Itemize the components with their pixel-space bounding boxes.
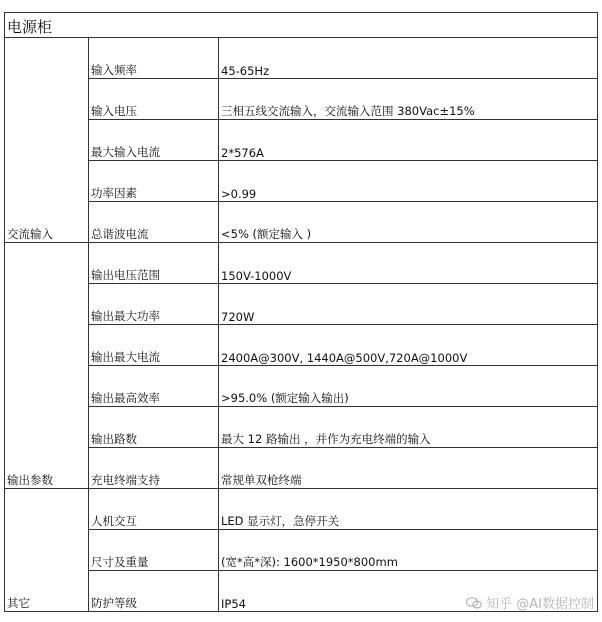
param-name-cell: 输出最高效率 [89, 366, 219, 407]
category-cell: 其它 [5, 489, 89, 612]
param-name-cell: 输出最大电流 [89, 325, 219, 366]
param-name-cell: 输出最大功率 [89, 284, 219, 325]
param-name-cell: 输出路数 [89, 407, 219, 448]
table-row [5, 366, 598, 407]
param-name-cell: 人机交互 [89, 489, 219, 530]
param-value-cell: <5% (额定输入 ) [219, 202, 598, 243]
param-name-cell: 尺寸及重量 [89, 530, 219, 571]
param-name-cell: 输入电压 [89, 79, 219, 120]
param-name-cell: 输出电压范围 [89, 243, 219, 284]
table-title: 电源柜 [5, 13, 598, 38]
wechat-icon [466, 597, 482, 609]
param-value-cell: >95.0% (额定输入输出) [219, 366, 598, 407]
table-row [5, 79, 598, 120]
param-name-cell: 总谐波电流 [89, 202, 219, 243]
param-name-cell: 最大输入电流 [89, 120, 219, 161]
param-value-cell: 2*576A [219, 120, 598, 161]
param-value-cell: IP54 [219, 571, 598, 612]
table-row [5, 120, 598, 161]
table-row [5, 325, 598, 366]
table-row [5, 407, 598, 448]
param-value-cell: 最大 12 路输出 ，并作为充电终端的输入 [219, 407, 598, 448]
param-name-cell: 防护等级 [89, 571, 219, 612]
table-row [5, 489, 598, 530]
param-value-cell: LED 显示灯，急停开关 [219, 489, 598, 530]
param-value-cell: 150V-1000V [219, 243, 598, 284]
title-row [5, 13, 598, 38]
param-value-cell: >0.99 [219, 161, 598, 202]
param-name-cell: 充电终端支持 [89, 448, 219, 489]
table-row [5, 202, 598, 243]
table-row [5, 284, 598, 325]
spec-table-body [5, 13, 598, 612]
table-row [5, 448, 598, 489]
spec-table [4, 12, 598, 612]
param-value-cell: 三相五线交流输入，交流输入范围 380Vac±15% [219, 79, 598, 120]
param-value-cell: 45-65Hz [219, 38, 598, 79]
param-value-cell: 常规单双枪终端 [219, 448, 598, 489]
table-row [5, 38, 598, 79]
table-row [5, 530, 598, 571]
category-cell: 交流输入 [5, 38, 89, 243]
watermark [466, 593, 594, 612]
category-cell: 输出参数 [5, 243, 89, 489]
table-row [5, 161, 598, 202]
param-name-cell: 输入频率 [89, 38, 219, 79]
param-value-cell: 720W [219, 284, 598, 325]
table-row [5, 243, 598, 284]
param-name-cell: 功率因素 [89, 161, 219, 202]
param-value-cell: 2400A@300V, 1440A@500V,720A@1000V [219, 325, 598, 366]
watermark-text: 知乎 @AI数据控制 [486, 597, 594, 612]
param-value-cell: (宽*高*深): 1600*1950*800mm [219, 530, 598, 571]
